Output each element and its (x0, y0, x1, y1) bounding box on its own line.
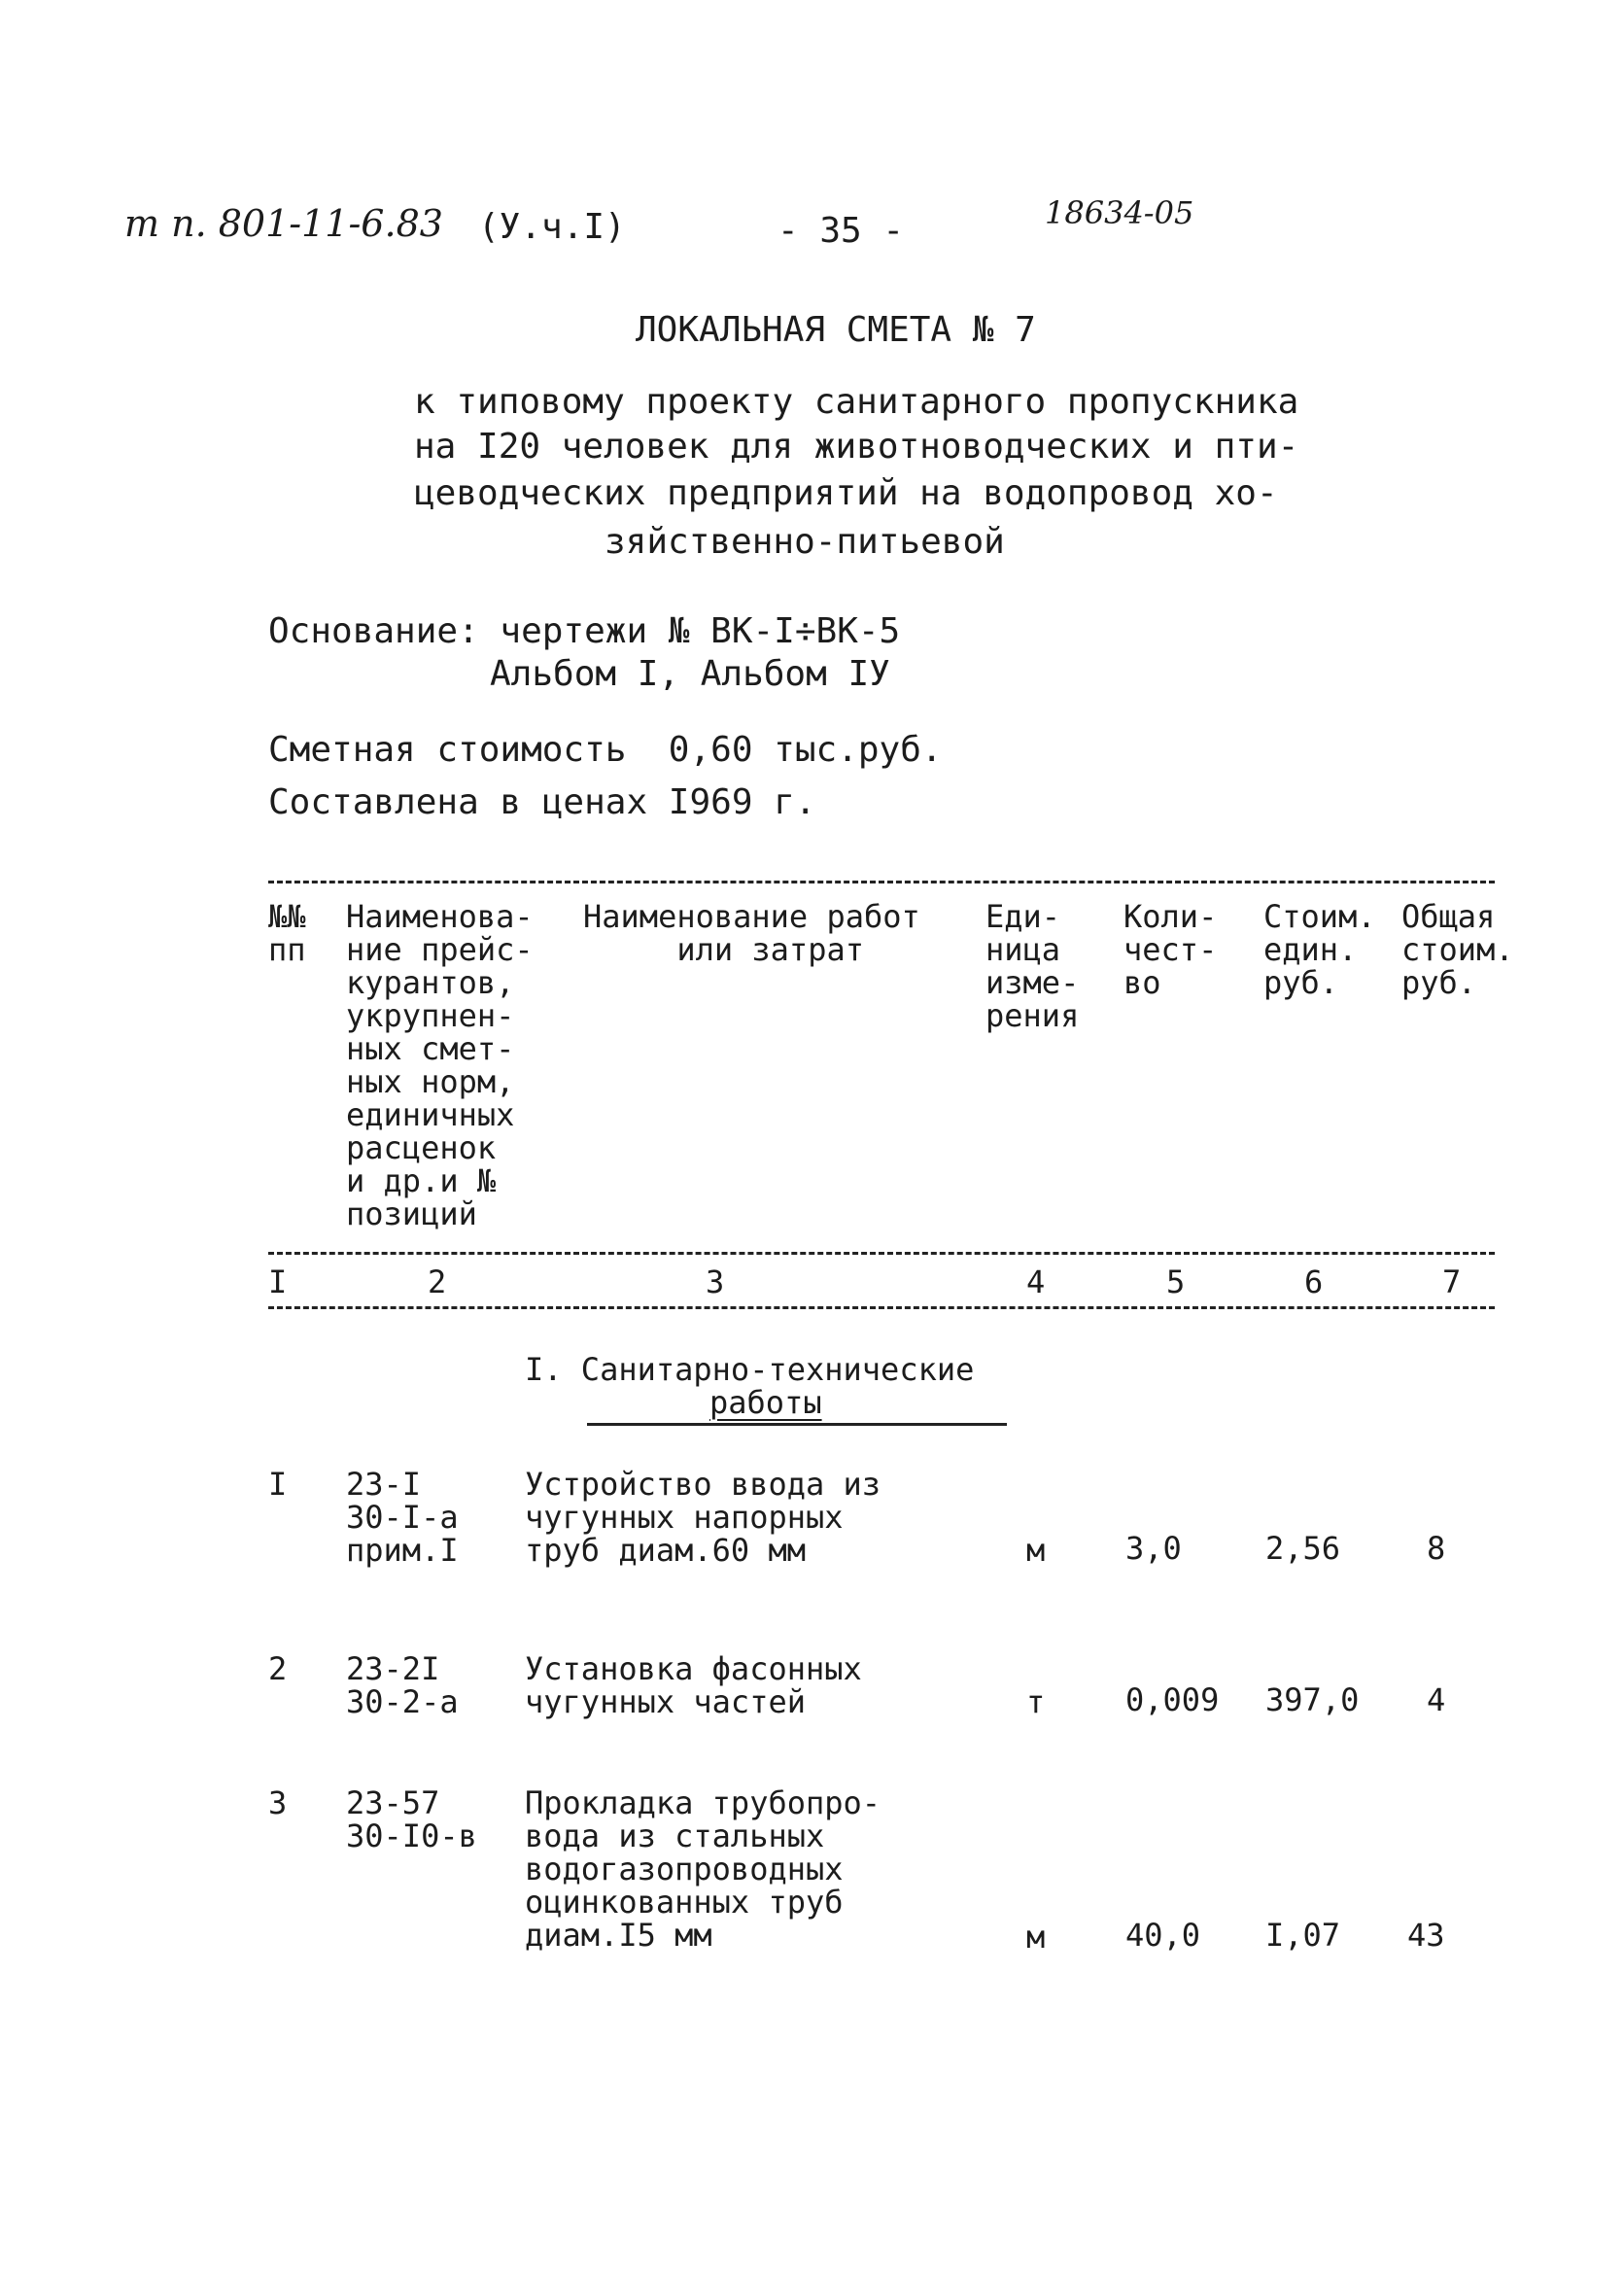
row-quantity: 40,0 (1125, 1917, 1201, 1954)
document-code: т п. 801-11-6.83 (124, 202, 443, 245)
row-unit: м (1026, 1919, 1046, 1956)
column-number-5: 5 (1166, 1264, 1186, 1300)
row-unit-cost: I,07 (1265, 1917, 1341, 1954)
column-numbers-bottom-rule (268, 1306, 1495, 1309)
header-col-4: Еди- ница изме- рения (985, 898, 1080, 1034)
header-col-3: Наименование работ или затрат (583, 898, 920, 968)
row-number: I (268, 1466, 288, 1503)
row-work-name: Прокладка трубопро- вода из стальных водогазопроводных оцинкованных труб диам.I5 мм (525, 1784, 881, 1954)
row-code: 23-I 30-I-а прим.I (346, 1466, 459, 1569)
row-total-cost: 43 (1407, 1917, 1445, 1954)
part-label: (У.ч.I) (478, 207, 626, 247)
row-total-cost: 4 (1427, 1681, 1446, 1718)
subtitle-line-1: к типовому проекту санитарного пропускника (414, 382, 1299, 422)
row-code: 23-2I 30-2-а (346, 1650, 459, 1720)
header-col-7: Общая стоим. руб. (1401, 898, 1514, 1001)
header-col-6: Стоим. един. руб. (1263, 898, 1376, 1001)
row-unit-cost: 2,56 (1265, 1530, 1341, 1567)
section-heading-line-2: работы (709, 1384, 822, 1421)
row-quantity: 3,0 (1125, 1530, 1182, 1567)
section-underline (587, 1423, 1007, 1426)
header-col-2: Наименова- ние прейс- курантов, укрупнен- ных смет- ных норм, единичных расценок и др.и № позиций (346, 898, 534, 1232)
row-total-cost: 8 (1427, 1530, 1446, 1567)
row-quantity: 0,009 (1125, 1681, 1220, 1718)
column-numbers-top-rule (268, 1252, 1495, 1255)
column-number-2: 2 (428, 1264, 447, 1300)
page-title: ЛОКАЛЬНАЯ СМЕТА № 7 (636, 310, 1036, 350)
header-col-5: Коли- чест- во (1123, 898, 1218, 1001)
column-number-1: I (268, 1264, 288, 1300)
row-unit: т (1026, 1683, 1046, 1720)
basis-line-2: Альбом I, Альбом IУ (490, 654, 890, 694)
header-col-1: №№ пп (268, 898, 306, 968)
subtitle-line-3: цеводческих предприятий на водопровод хо- (414, 473, 1278, 513)
subtitle-line-4: зяйственно-питьевой (605, 522, 1005, 562)
price-base: Составлена в ценах I969 г. (268, 782, 816, 822)
section-heading: I. Санитарно-технические (525, 1351, 975, 1388)
row-code: 23-57 30-I0-в (346, 1784, 477, 1854)
row-number: 2 (268, 1650, 288, 1687)
inventory-number: 18634-05 (1045, 194, 1194, 231)
row-number: 3 (268, 1784, 288, 1821)
page-number: - 35 - (777, 211, 905, 251)
row-unit: м (1026, 1532, 1046, 1569)
table-top-rule (268, 881, 1495, 883)
basis-line-1: Основание: чертежи № ВК-I÷ВК-5 (268, 611, 901, 651)
column-number-3: 3 (706, 1264, 725, 1300)
row-work-name: Устройство ввода из чугунных напорных труб диам.60 мм (525, 1466, 881, 1569)
row-unit-cost: 397,0 (1265, 1681, 1360, 1718)
column-number-4: 4 (1026, 1264, 1046, 1300)
column-number-7: 7 (1442, 1264, 1462, 1300)
column-number-6: 6 (1304, 1264, 1324, 1300)
row-work-name: Установка фасонных чугунных частей (525, 1650, 862, 1720)
subtitle-line-2: на I20 человек для животноводческих и пти- (414, 427, 1299, 467)
estimated-cost: Сметная стоимость 0,60 тыс.руб. (268, 730, 943, 770)
